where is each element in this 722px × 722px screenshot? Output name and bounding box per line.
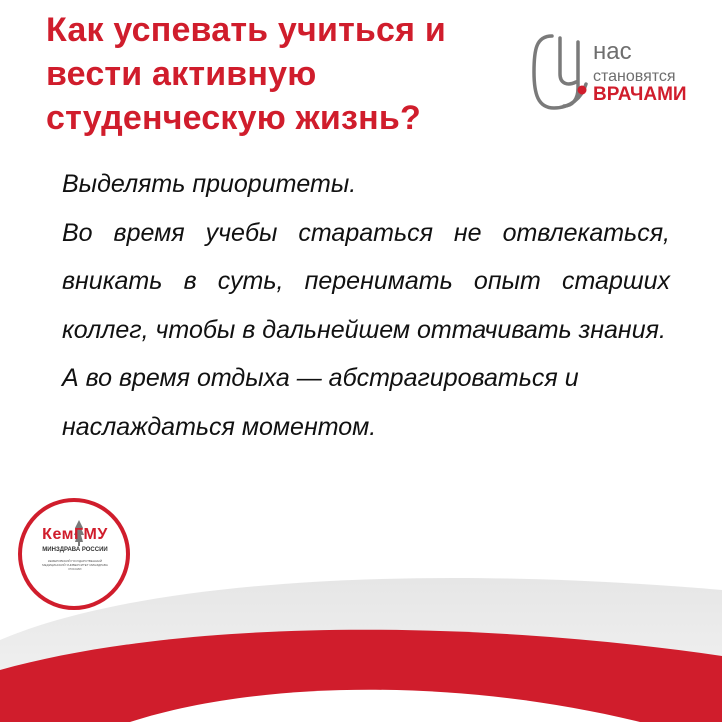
paragraph-priorities: Выделять приоритеты. — [62, 170, 357, 198]
main-text — [62, 160, 670, 451]
logo-full-name: КЕМЕРОВСКИЙ ГОСУДАРСТВЕННЫЙ МЕДИЦИНСКИЙ УНИВЕРСИТЕТ МИНЗДРАВА РОССИИ — [42, 559, 108, 571]
logo-ministry: МИНЗДРАВА РОССИИ — [42, 547, 108, 553]
bottom-decoration — [0, 560, 722, 722]
title-line-1: Как успевать учиться и — [46, 11, 446, 49]
paragraph-study: Во время учебы стараться не отвлекаться, вникать в суть, перенимать опыт старших коллег, чтобы в дальнейшем оттачивать знания. — [62, 218, 670, 344]
title-line-3: студенческую жизнь? — [46, 99, 421, 137]
paragraph-rest: А во время отдыха — абстрагироваться и наслаждаться моментом. — [62, 364, 579, 441]
title-line-2: вести активную — [46, 55, 317, 93]
brand-text-nas: нас — [593, 38, 632, 65]
brand-logo — [530, 28, 705, 118]
brand-text-vrachami: ВРАЧАМИ — [593, 84, 687, 105]
brand-text-stanovyatsya: становятся — [593, 68, 676, 85]
logo-name: КемГМУ — [42, 526, 108, 543]
brand-letter-icon — [530, 28, 600, 118]
page-title — [46, 8, 516, 140]
